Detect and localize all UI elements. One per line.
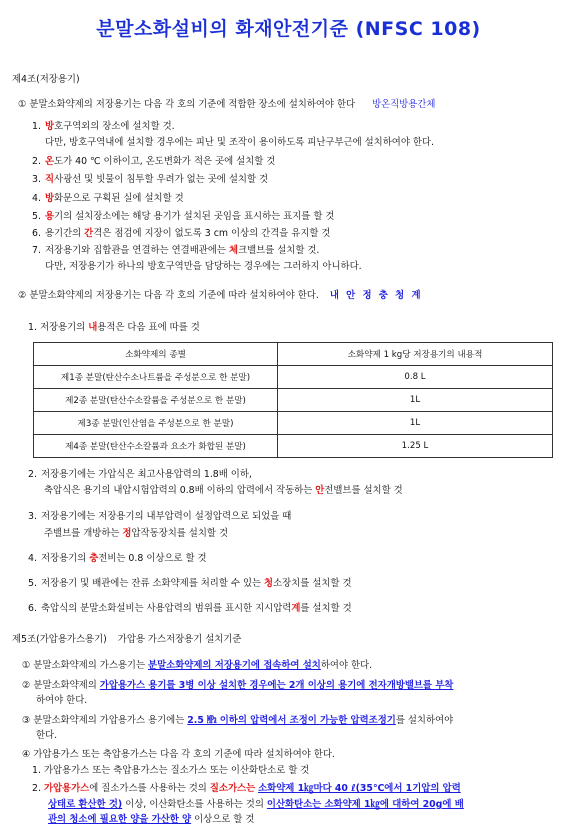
list-item xyxy=(28,553,207,564)
art5-sub-item-2-cont2 xyxy=(48,814,254,825)
article-title: 제5조(가압용가스용기) xyxy=(12,634,107,645)
mnemonic-letter: 직 xyxy=(44,174,55,185)
item-number: 4. xyxy=(32,193,41,204)
paragraph-text: 하여야 한다. xyxy=(320,660,373,671)
list-item xyxy=(45,137,434,148)
art5-paragraph-1 xyxy=(22,660,372,671)
table-intro-item xyxy=(28,322,200,333)
item-text: 소장치를 설치할 것 xyxy=(273,578,352,589)
table-row xyxy=(34,412,553,435)
list-item xyxy=(32,211,334,222)
emphasis-text: 가압용가스 용기를 3병 이상 설치한 경우에는 2개 이상의 용기에 전자개방밸브를 부착 xyxy=(99,680,454,691)
art5-sub-item-2-cont xyxy=(48,799,464,810)
mnemonic-letter: 방 xyxy=(44,121,55,132)
mnemonic-letter: 정 xyxy=(122,528,132,539)
list-item xyxy=(45,261,362,272)
paragraph-number: ③ xyxy=(22,715,31,726)
item-text: 다만, 저장용기가 하나의 방호구역만을 담당하는 경우에는 그러하지 아니하다. xyxy=(45,261,362,272)
item-number: 2. xyxy=(28,469,37,480)
item-number: 3. xyxy=(28,511,37,522)
art4-paragraph-2 xyxy=(18,290,423,301)
item-text: 축압식은 용기의 내압시험압력의 0.8배 이하의 압력에서 작동하는 xyxy=(44,485,316,496)
list-item xyxy=(32,245,319,256)
item-number: 3. xyxy=(32,174,41,185)
item-number: 2. xyxy=(32,783,41,794)
item-text: 를 설치할 것 xyxy=(300,603,352,614)
table-cell: 1L xyxy=(278,389,553,412)
list-item xyxy=(28,578,352,589)
item-text: 저장용기 및 배관에는 잔류 소화약제를 처리할 수 있는 xyxy=(40,578,265,589)
list-item xyxy=(32,228,331,239)
table-cell: 제2종 분말(탄산수소칼륨을 주성분으로 한 분말) xyxy=(34,389,278,412)
article-subtitle: 가압용 가스저장용기 설치기준 xyxy=(117,634,242,645)
art5-paragraph-4 xyxy=(22,749,335,760)
art5-sub-item-1 xyxy=(32,765,309,776)
item-number: 7. xyxy=(32,245,41,256)
list-item xyxy=(32,174,268,185)
item-text: 다만, 방호구역내에 설치할 경우에는 피난 및 조작이 용이하도록 피난구부근에 설치하여야 한다. xyxy=(45,137,434,148)
item-text: 축압식의 분말소화설비는 사용압력의 범위를 표시한 지시압력 xyxy=(40,603,292,614)
item-number: 1. xyxy=(32,121,41,132)
list-item xyxy=(28,511,291,522)
art5-paragraph-3-cont: 한다. xyxy=(36,730,58,741)
paragraph-text: 분말소화약제의 xyxy=(33,680,100,691)
mnemonic-letter: 청 xyxy=(264,578,274,589)
emphasis-text: 상태로 환산한 것) xyxy=(48,799,123,810)
paragraph-text: 를 설치하여야 xyxy=(395,715,454,726)
list-item xyxy=(28,603,352,614)
table-header: 소화약제의 종별 xyxy=(34,343,278,366)
emphasis-text: 이산화탄소는 소화약제 1㎏에 대하여 20g에 배 xyxy=(266,799,464,810)
mnemonic-letter: 안 xyxy=(315,485,325,496)
art5-paragraph-2 xyxy=(22,680,453,691)
item-text: 사광선 및 빗물이 침투할 우려가 없는 곳에 설치할 것 xyxy=(54,174,269,185)
table-cell: 1.25 L xyxy=(278,435,553,458)
table-header-row xyxy=(34,343,553,366)
list-item xyxy=(32,156,275,167)
item-text: 크밸브를 설치할 것. xyxy=(238,245,320,256)
paragraph-text: 분말소화약제의 가압용가스 용기에는 xyxy=(33,715,188,726)
table-cell: 1L xyxy=(278,412,553,435)
item-text: 저장용기의 xyxy=(39,322,89,333)
item-text: 에 질소가스를 사용하는 것의 xyxy=(89,783,210,794)
item-text: 저장용기의 xyxy=(40,553,90,564)
item-number: 5. xyxy=(32,211,41,222)
paragraph-text: 분말소화약제의 저장용기는 다음 각 호의 기준에 따라 설치하여야 한다. xyxy=(29,290,319,301)
table-row xyxy=(34,435,553,458)
item-text: 전밸브를 설치할 것 xyxy=(324,485,403,496)
mnemonic-memo: 내 안 정 충 청 계 xyxy=(329,290,423,301)
item-text: 저장용기에는 저장용기의 내부압력이 설정압력으로 되었을 때 xyxy=(40,511,292,522)
paragraph-text: 가압용가스 또는 축압용가스는 다음 각 호의 기준에 따라 설치하여야 한다. xyxy=(33,749,335,760)
emphasis-text: 관의 청소에 필요한 양을 가산한 양 xyxy=(48,814,192,825)
list-item xyxy=(32,121,175,132)
mnemonic-letter: 온 xyxy=(44,156,55,167)
table-row xyxy=(34,366,553,389)
item-number: 5. xyxy=(28,578,37,589)
emphasis-text: 분말소화약제의 저장용기에 접속하여 설치 xyxy=(148,660,321,671)
page-title: 분말소화설비의 화재안전기준 (NFSC 108) xyxy=(96,18,481,40)
mnemonic-letter: 방 xyxy=(44,193,55,204)
art5-sub-item-2 xyxy=(32,783,461,794)
item-text: 격은 점검에 지장이 없도록 3 cm 이상의 간격을 유지할 것 xyxy=(93,228,331,239)
emphasis-red: 질소가스는 xyxy=(209,783,256,794)
article-5-heading xyxy=(12,634,241,645)
item-text: 압작동장치를 설치할 것 xyxy=(131,528,229,539)
mnemonic-letter: 간 xyxy=(84,228,94,239)
mnemonic-letter: 내 xyxy=(88,322,98,333)
item-text: 도가 40 ℃ 이하이고, 온도변화가 적은 곳에 설치할 것 xyxy=(54,156,276,167)
paragraph-number: ① xyxy=(22,660,31,671)
mnemonic-memo: 방온직방용간체 xyxy=(372,99,436,110)
art4-paragraph-1 xyxy=(18,99,435,110)
art5-paragraph-2-cont: 하여야 한다. xyxy=(36,695,88,706)
item-text: 용적은 다음 표에 따를 것 xyxy=(97,322,200,333)
mnemonic-letter: 용 xyxy=(44,211,55,222)
mnemonic-letter: 계 xyxy=(291,603,301,614)
item-text: 호구역외의 장소에 설치할 것. xyxy=(54,121,175,132)
item-number: 6. xyxy=(32,228,41,239)
paragraph-number: ④ xyxy=(22,749,31,760)
list-item xyxy=(44,485,403,496)
article-4-heading: 제4조(저장용기) xyxy=(12,74,80,85)
mnemonic-letter: 충 xyxy=(89,553,99,564)
paragraph-number: ② xyxy=(18,290,27,301)
paragraph-number: ② xyxy=(22,680,31,691)
item-text: 화문으로 구획된 실에 설치할 것 xyxy=(54,193,184,204)
art5-paragraph-3 xyxy=(22,715,453,726)
list-item xyxy=(28,469,252,480)
emphasis-red: 가압용가스 xyxy=(43,783,90,794)
table-cell: 제3종 분말(인산염을 주성분으로 한 분말) xyxy=(34,412,278,435)
paragraph-text: 분말소화약제의 저장용기는 다음 각 호의 기준에 적합한 장소에 설치하여야 한다 xyxy=(29,99,356,110)
item-text: 용기간의 xyxy=(44,228,85,239)
item-text: 가압용가스 또는 축압용가스는 질소가스 또는 이산화탄소로 할 것 xyxy=(43,765,310,776)
item-text: 전비는 0.8 이상으로 할 것 xyxy=(98,553,207,564)
paragraph-text: 분말소화약제의 가스용기는 xyxy=(33,660,149,671)
table-cell: 제1종 분말(탄산수소나트륨을 주성분으로 한 분말) xyxy=(34,366,278,389)
capacity-table xyxy=(33,342,553,458)
item-number: 2. xyxy=(32,156,41,167)
item-text: 저장용기에는 가압식은 최고사용압력의 1.8배 이하, xyxy=(40,469,252,480)
table-row xyxy=(34,389,553,412)
item-text: 이상, 이산화탄소를 사용하는 것의 xyxy=(122,799,267,810)
item-number: 1. xyxy=(28,322,37,333)
item-number: 4. xyxy=(28,553,37,564)
mnemonic-letter: 체 xyxy=(228,245,239,256)
item-number: 1. xyxy=(32,765,41,776)
emphasis-text: 2.5 ㎫ 이하의 압력에서 조정이 가능한 압력조정기 xyxy=(187,715,396,726)
table-cell: 0.8 L xyxy=(278,366,553,389)
item-text: 저장용기와 집합관을 연결하는 연결배관에는 xyxy=(44,245,229,256)
item-text: 기의 설치장소에는 해당 용기가 설치된 곳임을 표시하는 표지를 할 것 xyxy=(54,211,335,222)
paragraph-number: ① xyxy=(18,99,27,110)
item-number: 6. xyxy=(28,603,37,614)
table-cell: 제4종 분말(탄산수소칼륨과 요소가 화합된 분말) xyxy=(34,435,278,458)
list-item xyxy=(44,528,228,539)
emphasis-text: 소화약제 1㎏마다 40 ℓ(35℃에서 1기압의 압력 xyxy=(258,783,461,794)
list-item xyxy=(32,193,184,204)
item-text: 이상으로 할 것 xyxy=(191,814,255,825)
item-text: 주밸브를 개방하는 xyxy=(44,528,123,539)
table-header: 소화약제 1 kg당 저장용기의 내용적 xyxy=(278,343,553,366)
